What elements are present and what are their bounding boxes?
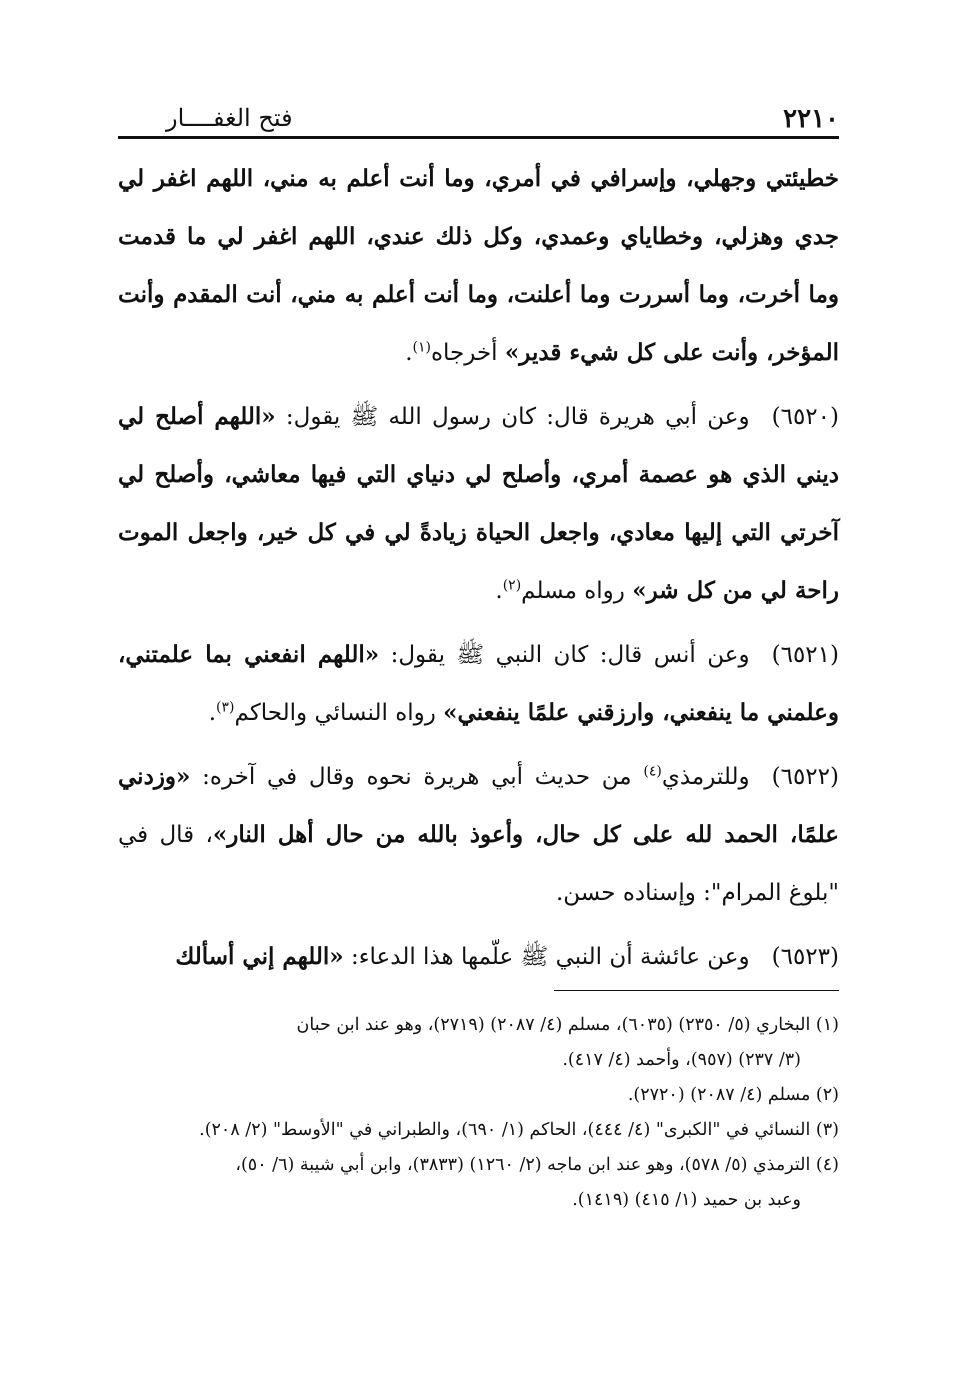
hadith-6521 (118, 626, 839, 742)
source-text: ، قال في "بلوغ المرام": وإسناده حسن. (118, 822, 839, 906)
source-text: رواه النسائي والحاكم (234, 700, 444, 726)
footnote-ref: (٢) (502, 577, 522, 594)
hadith-quote: «اللهم إني أسألك (175, 943, 344, 970)
book-title: فتح الغفــــار (166, 104, 293, 132)
hadith-number: (٦٥٢٠) (771, 404, 839, 430)
hadith-number: (٦٥٢١) (771, 642, 839, 668)
punctuation: . (495, 578, 503, 604)
footnote-ref: (٣) (216, 699, 235, 716)
footnote-ref: (٤) (643, 763, 662, 780)
footnote-line: (٢) مسلم (٤/ ٢٠٨٧) (٢٧٢٠). (627, 1085, 839, 1105)
footnote-divider (554, 990, 839, 991)
hadith-6522 (118, 748, 839, 922)
hadith-quote: «اللهم انفعني بما علمتني، وعلمني ما ينفعني، وارزقني علمًا ينفعني» (118, 641, 839, 726)
hadith-intro: وعن أبي هريرة قال: كان رسول الله ﷺ يقول: (275, 404, 750, 430)
footnote-2 (118, 1078, 839, 1113)
hadith-intro: وللترمذي (661, 764, 750, 790)
footnote-3 (118, 1113, 839, 1148)
footnote-4 (118, 1148, 839, 1218)
hadith-number: (٦٥٢٣) (771, 944, 839, 970)
hadith-intro-continued: من حديث أبي هريرة نحوه وقال في آخره: (190, 764, 644, 790)
footnote-line: (٤) الترمذي (٥/ ٥٧٨)، وهو عند ابن ماجه (٢/ ١٢٦٠) (٣٨٣٣)، وابن أبي شيبة (٦/ ٥٠)، (235, 1155, 839, 1175)
paragraph-continuation (118, 150, 839, 382)
running-header (118, 96, 839, 139)
footnote-line: (٣) النسائي في "الكبرى" (٤/ ٤٤٤)، الحاكم (١/ ٦٩٠)، والطبراني في "الأوسط" (٢/ ٢٠٨). (199, 1120, 839, 1140)
hadith-quote: «اللهم أصلح لي ديني الذي هو عصمة أمري، وأصلح لي دنياي التي فيها معاشي، وأصلح لي آخرتي التي إليها معادي، واجعل الحياة زيادةً لي في كل خير، واجعل الموت راحة لي من كل شر» (118, 403, 839, 604)
hadith-6520 (118, 388, 839, 620)
footnote-1 (118, 1008, 839, 1078)
hadith-quote: «وزدني علمًا، الحمد لله على كل حال، وأعوذ بالله من حال أهل النار» (118, 763, 839, 848)
source-text: رواه مسلم (521, 578, 633, 604)
hadith-intro: وعن أنس قال: كان النبي ﷺ يقول: (379, 642, 750, 668)
page-number: ٢٢١٠ (783, 104, 839, 134)
footnote-line-continued: (٣/ ٢٣٧) (٩٥٧)، وأحمد (٤/ ٤١٧). (562, 1050, 801, 1070)
hadith-number: (٦٥٢٢) (771, 764, 839, 790)
hadith-intro: وعن عائشة أن النبي ﷺ علّمها هذا الدعاء: (343, 944, 750, 970)
footnote-line-continued: وعبد بن حميد (١/ ٤١٥) (١٤١٩). (572, 1190, 801, 1210)
footnote-ref: (١) (412, 339, 431, 356)
hadith-quote: خطيئتي وجهلي، وإسرافي في أمري، وما أنت أعلم به مني، اللهم اغفر لي جدي وهزلي، وخطاياي وعمدي، وكل ذلك عندي، اللهم اغفر لي ما قدمت وما أخرت، وما أسررت وما أعلنت، وما أنت أعلم به مني، أنت المقدم وأنت المؤخر، وأنت على كل شيء قدير» (118, 165, 839, 366)
main-text (118, 150, 839, 986)
hadith-6523 (118, 928, 839, 986)
footnotes (118, 1008, 839, 1218)
source-text: أخرجاه (431, 340, 505, 366)
punctuation: . (208, 700, 217, 726)
footnote-line: (١) البخاري (٥/ ٢٣٥٠) (٦٠٣٥)، مسلم (٤/ ٢٠٨٧) (٢٧١٩)، وهو عند ابن حبان (296, 1015, 839, 1035)
punctuation: . (405, 340, 413, 366)
